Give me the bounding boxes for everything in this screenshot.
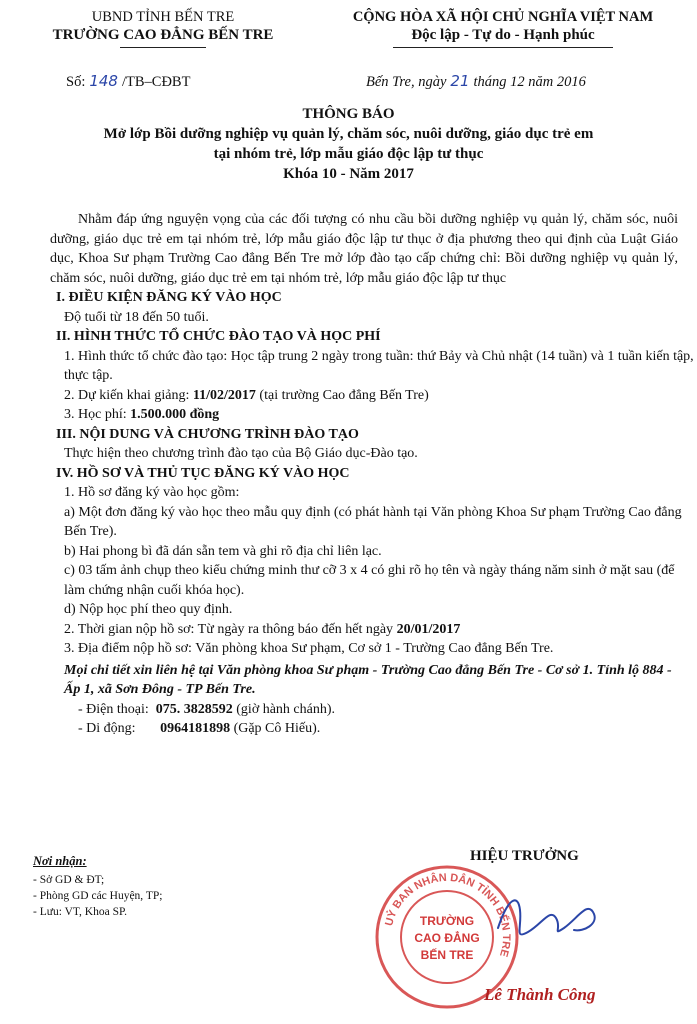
deadline-date: 20/01/2017 bbox=[396, 621, 461, 637]
signer-name: Lê Thành Công bbox=[484, 985, 596, 1004]
section-4-heading: IV. HỒ SƠ VÀ THỦ TỤC ĐĂNG KÝ VÀO HỌC bbox=[56, 465, 350, 481]
item-2-note: (tại trường Cao đẳng Bến Tre) bbox=[255, 387, 429, 403]
national-name: CỘNG HÒA XÃ HỘI CHỦ NGHĨA VIỆT NAM bbox=[352, 9, 654, 25]
section-4-item-3: 3. Địa điểm nộp hồ sơ: Văn phòng khoa Sư phạm, Cơ sở 1 - Trường Cao đẳng Bến Tre. bbox=[64, 641, 554, 656]
recipient-item: - Sở GD & ĐT; bbox=[33, 874, 105, 886]
handwritten-signature bbox=[490, 888, 600, 948]
contact-info: Mọi chi tiết xin liên hệ tại Văn phòng khoa Sư phạm - Trường Cao đẳng Bến Tre - Cơ sở 1. Tỉnh lộ 884 - Ấp 1, xã Sơn Đông - TP Bến Tre. bbox=[64, 662, 672, 697]
item-2-text: 2. Dự kiến khai giảng: bbox=[64, 387, 193, 403]
start-date: 11/02/2017 bbox=[192, 387, 256, 403]
issuer-header bbox=[18, 8, 308, 48]
mobile-number: 0964181898 bbox=[160, 721, 231, 736]
section-4-item-a: a) Một đơn đăng ký vào học theo mẫu quy định (có phát hành tại Văn phòng Khoa Sư phạm Trường Cao đẳng Bến Tre). bbox=[64, 504, 682, 539]
item-3-text: 3. Học phí: bbox=[64, 407, 131, 422]
doc-number-value: 148 bbox=[89, 72, 118, 90]
section-1-text: Độ tuổi từ 18 đến 50 tuổi. bbox=[64, 309, 209, 325]
section-4-item-b: b) Hai phong bì đã dán sẵn tem và ghi rõ địa chỉ liên lạc. bbox=[64, 543, 382, 559]
date-prefix: Bến Tre, ngày bbox=[366, 74, 447, 90]
section-2-heading: II. HÌNH THỨC TỔ CHỨC ĐÀO TẠO VÀ HỌC PHÍ bbox=[56, 329, 381, 344]
issuer-authority: UBND TỈNH BẾN TRE bbox=[91, 9, 235, 25]
document-number bbox=[66, 72, 190, 91]
title-line2: Mở lớp Bồi dưỡng nghiệp vụ quản lý, chăm sóc, nuôi dưỡng, giáo dục trẻ em bbox=[103, 126, 594, 142]
national-header bbox=[318, 8, 688, 48]
contact-phone bbox=[78, 700, 696, 720]
recipient-item: - Lưu: VT, Khoa SP. bbox=[33, 906, 127, 918]
mobile-label: - Di động: bbox=[78, 721, 136, 736]
doc-number-suffix: /TB–CĐBT bbox=[121, 74, 191, 90]
phone-note: (giờ hành chánh). bbox=[236, 701, 336, 717]
phone-label: - Điện thoại: bbox=[78, 701, 149, 717]
recipients-block bbox=[33, 853, 162, 920]
section-4-item-1: 1. Hồ sơ đăng ký vào học gồm: bbox=[64, 485, 240, 500]
stamp-line-1: TRƯỜNG bbox=[419, 914, 475, 928]
issuer-underline bbox=[120, 47, 206, 48]
document-date bbox=[366, 72, 586, 91]
recipients-label: Nơi nhận: bbox=[33, 854, 87, 868]
section-4-item-c: c) 03 tấm ảnh chụp theo kiểu chứng minh thư cỡ 3 x 4 có ghi rõ họ tên và ngày tháng năm sinh ở mặt sau (để làm chứng nhận cuối khóa học). bbox=[64, 563, 675, 598]
section-4-item-d: d) Nộp học phí theo quy định. bbox=[64, 602, 233, 617]
mobile-note: (Gặp Cô Hiếu). bbox=[233, 721, 321, 736]
section-4-item-2 bbox=[56, 620, 696, 640]
notice-title bbox=[10, 104, 687, 184]
signer-title: HIỆU TRƯỞNG bbox=[470, 848, 579, 864]
motto-underline bbox=[393, 47, 613, 48]
recipient-item: - Phòng GD các Huyện, TP; bbox=[33, 890, 163, 902]
deadline-text: 2. Thời gian nộp hồ sơ: Từ ngày ra thông báo đến hết ngày bbox=[64, 621, 397, 637]
stamp-ring-text: UỶ BAN NHÂN DÂN TỈNH BẾN TRE bbox=[383, 871, 513, 959]
stamp-line-2: CAO ĐẲNG bbox=[414, 931, 480, 945]
phone-number: 075. 3828592 bbox=[155, 701, 233, 717]
section-3-heading: III. NỘI DUNG VÀ CHƯƠNG TRÌNH ĐÀO TẠO bbox=[56, 426, 359, 442]
section-2-item-2 bbox=[56, 386, 696, 406]
title-main: THÔNG BÁO bbox=[302, 106, 395, 122]
tuition-fee: 1.500.000 đồng bbox=[130, 407, 220, 422]
section-3-text: Thực hiện theo chương trình đào tạo của Bộ Giáo dục-Đào tạo. bbox=[64, 446, 418, 461]
intro-paragraph: Nhằm đáp ứng nguyện vọng của các đối tượng có nhu cầu bồi dưỡng nghiệp vụ quản lý, chăm sóc, nuôi dưỡng, giáo dục trẻ em tại nhóm trẻ, lớp mẫu giáo độc lập tư thục ở địa phương theo qui định của Luật Giáo dục, Khoa Sư phạm Trường Cao đẳng Bến Tre mở lớp đào tạo cấp chứng chỉ: Bồi dưỡng nghiệp vụ quản lý, chăm sóc, nuôi dưỡng, giáo dục trẻ em tại nhóm trẻ, lớp mẫu giáo độc lập tư thục bbox=[50, 212, 678, 286]
doc-number-label: Số: bbox=[66, 74, 86, 90]
contact-mobile bbox=[78, 719, 696, 739]
section-2-item-1: 1. Hình thức tổ chức đào tạo: Học tập trung 2 ngày trong tuần: thứ Bảy và Chủ nhật (14 tuần) và 1 tuần kiến tập, thực tập. bbox=[64, 348, 694, 383]
title-line4: Khóa 10 - Năm 2017 bbox=[283, 166, 414, 182]
section-1-heading: I. ĐIỀU KIỆN ĐĂNG KÝ VÀO HỌC bbox=[56, 290, 282, 305]
stamp-line-3: BẾN TRE bbox=[420, 948, 474, 962]
section-2-item-3 bbox=[56, 405, 696, 425]
national-motto: Độc lập - Tự do - Hạnh phúc bbox=[411, 27, 595, 43]
notice-body bbox=[50, 210, 696, 739]
title-line3: tại nhóm trẻ, lớp mẫu giáo độc lập tư thục bbox=[213, 146, 484, 162]
date-day: 21 bbox=[450, 72, 470, 90]
issuer-school: TRƯỜNG CAO ĐẲNG BẾN TRE bbox=[52, 27, 274, 43]
date-suffix: tháng 12 năm 2016 bbox=[473, 74, 586, 90]
